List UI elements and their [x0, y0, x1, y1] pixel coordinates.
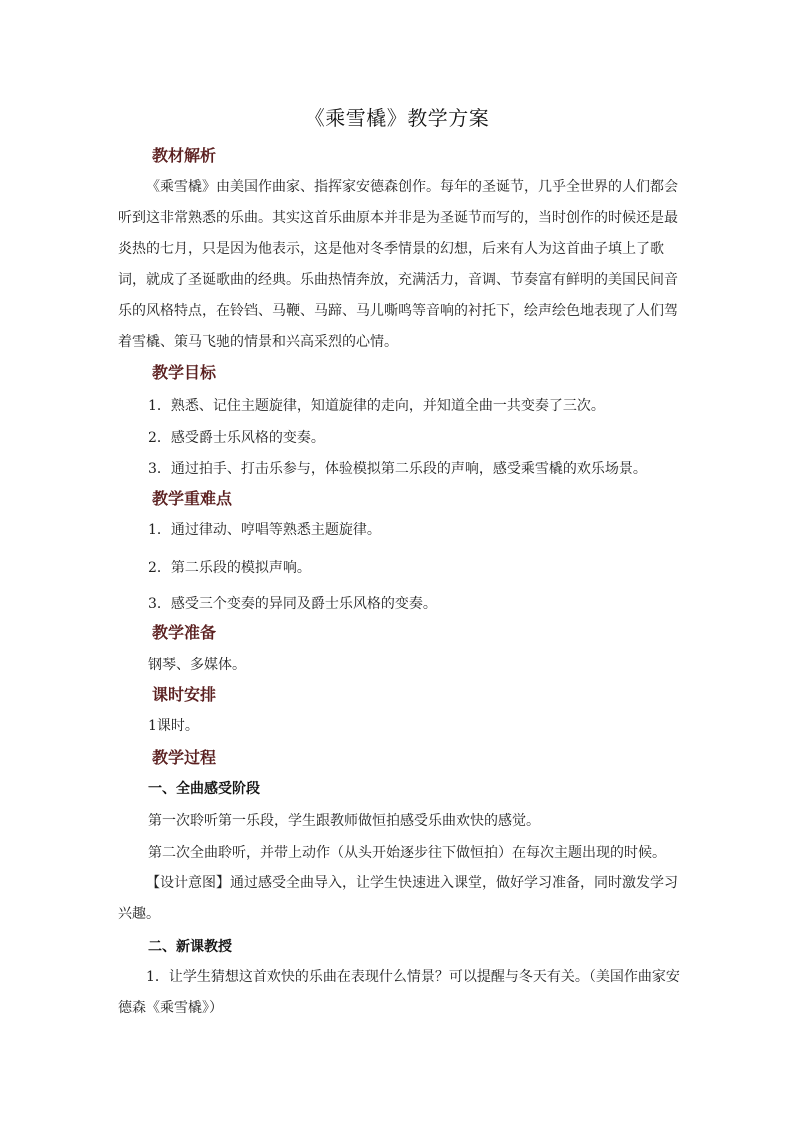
prep-text: 钢琴、多媒体。 — [148, 657, 246, 673]
keypoint-item: 2．第二乐段的模拟声响。 — [148, 560, 311, 576]
stage-1-line: 第二次全曲聆听，并带上动作（从头开始逐步往下做恒拍）在每次主题出现的时候。 — [148, 845, 666, 861]
heading-analysis: 教材解析 — [152, 146, 217, 165]
analysis-paragraph: 《乘雪橇》由美国作曲家、指挥家安德森创作。每年的圣诞节，几乎全世界的人们都会听到这非常熟悉的乐曲。其实这首乐曲原本并非是为圣诞节而写的，当时创作的时候还是最炎热的七月，只是因为他表示，这是他对冬季情景的幻想，后来有人为这首曲子填上了歌词，就成了圣诞歌曲的经典。乐曲热情奔放，充满活力，音调、节奏富有鲜明的美国民间音乐的风格特点，在铃铛、马鞭、马蹄、马儿嘶鸣等音响的衬托下，绘声绘色地表现了人们驾着雪橇、策马飞驰的情景和兴高采烈的心情。 — [118, 179, 678, 350]
heading-keypoints: 教学重难点 — [152, 489, 233, 508]
stage-2-title: 二、新课教授 — [148, 939, 232, 955]
stage-1-title: 一、全曲感受阶段 — [148, 781, 260, 797]
goal-item: 1．熟悉、记住主题旋律，知道旋律的走向，并知道全曲一共变奏了三次。 — [148, 398, 605, 414]
schedule-text: 1课时。 — [148, 718, 199, 734]
goal-item: 3．通过拍手、打击乐参与，体验模拟第二乐段的声响，感受乘雪橇的欢乐场景。 — [148, 461, 647, 477]
keypoint-item: 1．通过律动、哼唱等熟悉主题旋律。 — [148, 522, 381, 538]
heading-process: 教学过程 — [152, 748, 217, 767]
design-intent-paragraph: 【设计意图】通过感受全曲导入，让学生快速进入课堂，做好学习准备，同时激发学习兴趣。 — [118, 875, 678, 922]
stage-2-item: 1．让学生猜想这首欢快的乐曲在表现什么情景？可以提醒与冬天有关。（美国作曲家安德森《乘雪橇》） — [118, 969, 680, 1016]
heading-prep: 教学准备 — [152, 623, 217, 642]
document-title: 《乘雪橇》教学方案 — [304, 106, 490, 130]
keypoint-item: 3．感受三个变奏的异同及爵士乐风格的变奏。 — [148, 596, 437, 612]
stage-1-line: 第一次聆听第一乐段，学生跟教师做恒拍感受乐曲欢快的感觉。 — [148, 813, 540, 829]
goal-item: 2．感受爵士乐风格的变奏。 — [148, 430, 325, 446]
heading-goals: 教学目标 — [152, 363, 217, 382]
heading-schedule: 课时安排 — [152, 685, 217, 704]
